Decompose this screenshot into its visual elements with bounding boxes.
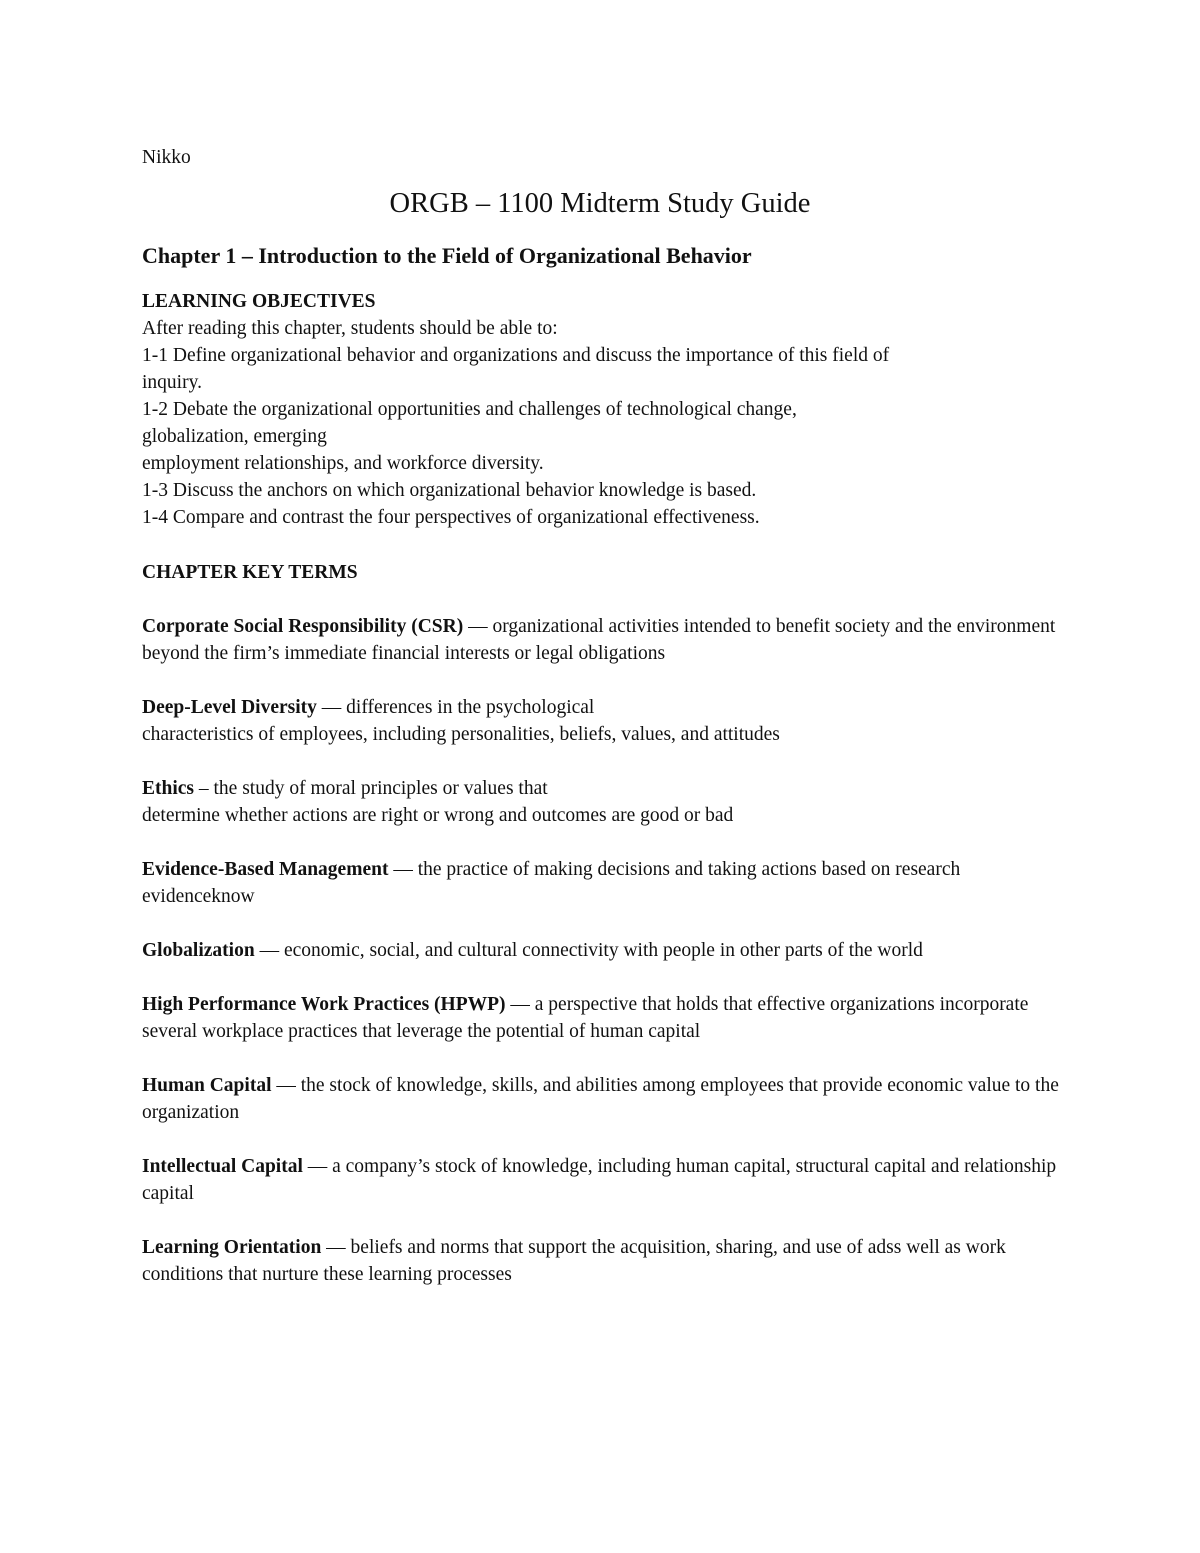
key-term-separator: — — [254, 940, 284, 961]
learning-objectives-intro: After reading this chapter, students should be able to: — [142, 318, 558, 339]
objective-line: employment relationships, and workforce diversity. — [142, 453, 544, 474]
key-term-name: Human Capital — [142, 1075, 272, 1096]
key-term-name: Ethics — [142, 778, 195, 799]
key-term-name: Intellectual Capital — [142, 1156, 303, 1177]
key-term-definition: the practice of making decisions and taking actions based on research evidenceknow — [142, 859, 961, 907]
key-term-name: Deep-Level Diversity — [142, 697, 317, 718]
learning-objectives-heading: LEARNING OBJECTIVES — [142, 291, 376, 312]
key-term-item — [142, 991, 1072, 1045]
key-term-item — [142, 1153, 1072, 1207]
key-term-definition: economic, social, and cultural connectivity with people in other parts of the world — [283, 940, 923, 961]
key-term-name: Learning Orientation — [142, 1237, 322, 1258]
chapter-title: Chapter 1 – Introduction to the Field of Organizational Behavior — [142, 243, 752, 268]
key-term-separator: — — [388, 859, 418, 880]
objective-line: globalization, emerging — [142, 426, 327, 447]
key-term-definition: beliefs and norms that support the acquisition, sharing, and use of adss well as work conditions that nurture these learning processes — [142, 1237, 1006, 1285]
key-term-definition-continued: determine whether actions are right or wrong and outcomes are good or bad — [142, 805, 734, 826]
objective-line: inquiry. — [142, 372, 202, 393]
key-term-item — [142, 613, 1072, 667]
key-term-separator: — — [271, 1075, 301, 1096]
key-term-definition: the stock of knowledge, skills, and abilities among employees that provide economic value to the organization — [142, 1075, 1059, 1123]
objective-line: 1-4 Compare and contrast the four perspectives of organizational effectiveness. — [142, 507, 760, 528]
key-term-definition: a perspective that holds that effective organizations incorporate several workplace practices that leverage the potential of human capital — [142, 994, 1029, 1042]
key-term-name: Evidence-Based Management — [142, 859, 389, 880]
key-term-definition: differences in the psychological — [346, 697, 595, 718]
key-term-item — [142, 775, 1072, 829]
objective-line: 1-2 Debate the organizational opportunities and challenges of technological change, — [142, 399, 797, 420]
key-term-name: Globalization — [142, 940, 255, 961]
author-name: Nikko — [142, 147, 191, 168]
key-term-item — [142, 1234, 1072, 1288]
key-term-definition-continued: characteristics of employees, including personalities, beliefs, values, and attitudes — [142, 724, 780, 745]
document-title: ORGB – 1100 Midterm Study Guide — [389, 188, 811, 219]
key-term-separator: — — [302, 1156, 333, 1177]
key-term-name: High Performance Work Practices (HPWP) — [142, 994, 506, 1015]
key-term-item — [142, 1072, 1072, 1126]
key-term-name: Corporate Social Responsibility (CSR) — [142, 616, 464, 637]
key-term-definition: the study of moral principles or values that — [213, 778, 548, 799]
key-terms-list — [142, 613, 1072, 1315]
key-term-separator: — — [321, 1237, 351, 1258]
objective-line: 1-3 Discuss the anchors on which organizational behavior knowledge is based. — [142, 480, 757, 501]
key-terms-heading: CHAPTER KEY TERMS — [142, 562, 358, 583]
key-term-item — [142, 856, 1072, 910]
key-term-item — [142, 937, 1072, 964]
key-term-separator: — — [316, 697, 347, 718]
key-term-definition: organizational activities intended to benefit society and the environment beyond the firm’s immediate financial interests or legal obligations — [142, 616, 1056, 664]
key-term-definition: a company’s stock of knowledge, including human capital, structural capital and relationship capital — [142, 1156, 1057, 1204]
key-term-item — [142, 694, 1072, 748]
key-term-separator: — — [463, 616, 493, 637]
key-term-separator: – — [194, 778, 214, 799]
key-term-separator: — — [505, 994, 535, 1015]
learning-objectives — [142, 288, 1072, 531]
objective-line: 1-1 Define organizational behavior and organizations and discuss the importance of this field of — [142, 345, 890, 366]
